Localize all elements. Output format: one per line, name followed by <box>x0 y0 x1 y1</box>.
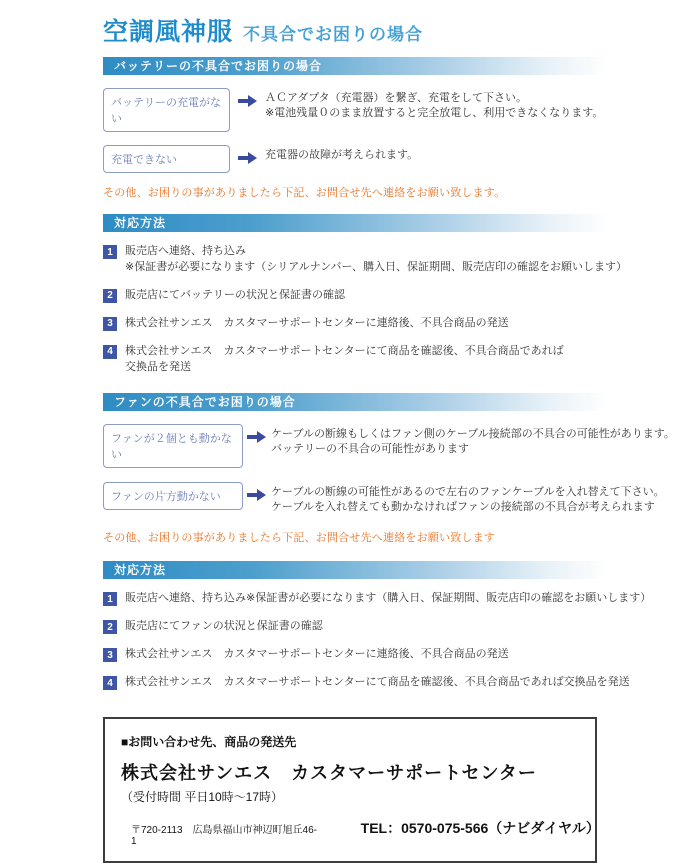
contact-bottom-row <box>121 818 600 848</box>
step-text: 株式会社サンエス カスタマーサポートセンターに連絡後、不具合商品の発送 <box>125 316 509 329</box>
section-header-fan-steps: 対応方法 <box>103 561 608 579</box>
step-text <box>125 244 627 276</box>
right-arrow-icon <box>238 152 257 164</box>
step-line: 株式会社サンエス カスタマーサポートセンターにて商品を確認後、不具合商品であれば <box>125 344 564 357</box>
issue-explanation <box>265 91 603 122</box>
step-text: 販売店へ連絡、持ち込み※保証書が必要になります（購入日、保証期間、販売店印の確認をお願いします） <box>125 592 652 605</box>
step-line: ※保証書が必要になります（シリアルナンバー、購入日、保証期間、販売店印の確認をお願いします） <box>125 260 628 273</box>
battery-step-2 <box>103 288 694 304</box>
step-number-badge: 2 <box>103 289 117 303</box>
issue-explanation-line: ＡＣアダプタ（充電器）を繋ぎ、充電をして下さい。 <box>265 92 528 104</box>
section-header-battery: バッテリーの不具合でお困りの場合 <box>103 57 608 75</box>
battery-step-3 <box>103 316 694 332</box>
page-subtitle: 不具合でお困りの場合 <box>243 25 424 44</box>
fan-step-3 <box>103 647 694 663</box>
step-text: 株式会社サンエス カスタマーサポートセンターにて商品を確認後、不具合商品であれば交換品を発送 <box>125 676 630 689</box>
battery-issue-row-2 <box>103 145 694 173</box>
contact-business-hours: （受付時間 平日10時～17時） <box>121 790 284 805</box>
issue-explanation-line: ※電池残量０のまま放置すると完全放電し、利用できなくなります。 <box>265 107 604 120</box>
issue-label-box: 充電できない <box>103 145 230 173</box>
step-line: 交換品を発送 <box>125 360 191 373</box>
right-arrow-icon <box>238 95 257 107</box>
contact-phone-number: TEL：0570-075-566（ナビダイヤル） <box>360 820 600 837</box>
step-text <box>125 344 564 376</box>
issue-label-box: ファンの片方動かない <box>103 482 243 510</box>
issue-label-box: ファンが２個とも動かない <box>103 424 243 468</box>
step-number-badge: 1 <box>103 245 117 259</box>
step-number-badge: 3 <box>103 317 117 331</box>
contact-info-box <box>103 717 600 863</box>
section-header-battery-steps: 対応方法 <box>103 214 608 232</box>
fan-issue-row-1 <box>103 424 694 468</box>
step-text: 株式会社サンエス カスタマーサポートセンターに連絡後、不具合商品の発送 <box>125 648 509 661</box>
page-title <box>103 12 694 48</box>
battery-issue-row-1 <box>103 88 694 132</box>
fan-step-4 <box>103 675 694 691</box>
section-header-fan: ファンの不具合でお困りの場合 <box>103 393 608 411</box>
right-arrow-icon <box>247 431 266 443</box>
step-number-badge: 2 <box>103 620 117 634</box>
contact-company-name: 株式会社サンエス カスタマーサポートセンター <box>121 763 537 784</box>
fan-contact-notice: その他、お困りの事がありましたら下記、お問合せ先へ連絡をお願い致します <box>103 532 495 545</box>
issue-explanation-line: ケーブルの断線の可能性があるので左右のファンケーブルを入れ替えて下さい。 <box>271 485 665 498</box>
fan-issue-row-2 <box>103 482 694 516</box>
step-number-badge: 3 <box>103 648 117 662</box>
issue-explanation-line: バッテリーの不具合の可能性があります <box>271 443 469 456</box>
contact-heading: ■お問い合わせ先、商品の発送先 <box>121 735 297 750</box>
issue-explanation <box>271 427 675 458</box>
issue-explanation <box>265 148 418 163</box>
step-number-badge: 4 <box>103 676 117 690</box>
brand-logo-text: 空調風神服 <box>103 18 234 46</box>
battery-step-4 <box>103 344 694 376</box>
fan-step-1 <box>103 591 694 607</box>
step-number-badge: 1 <box>103 592 117 606</box>
issue-explanation-line: ケーブルの断線もしくはファン側のケーブル接続部の不具合の可能性があります。 <box>271 427 675 440</box>
right-arrow-icon <box>247 489 266 501</box>
issue-label-box: バッテリーの充電がない <box>103 88 230 132</box>
step-number-badge: 4 <box>103 345 117 359</box>
fan-step-2 <box>103 619 694 635</box>
battery-contact-notice: その他、お困りの事がありましたら下記、お問合せ先へ連絡をお願い致します。 <box>103 187 506 199</box>
issue-explanation-line: ケーブルを入れ替えても動かなければファンの接続部の不具合が考えられます <box>271 501 655 514</box>
issue-explanation-line: 充電器の故障が考えられます。 <box>265 149 419 161</box>
step-text: 販売店にてバッテリーの状況と保証書の確認 <box>125 288 345 301</box>
contact-postal-address: 〒720-2113 広島県福山市神辺町旭丘46-1 <box>131 825 317 848</box>
step-text: 販売店にてファンの状況と保証書の確認 <box>125 620 323 633</box>
battery-step-1 <box>103 244 694 276</box>
issue-explanation <box>271 485 665 516</box>
step-line: 販売店へ連絡、持ち込み <box>125 245 246 257</box>
